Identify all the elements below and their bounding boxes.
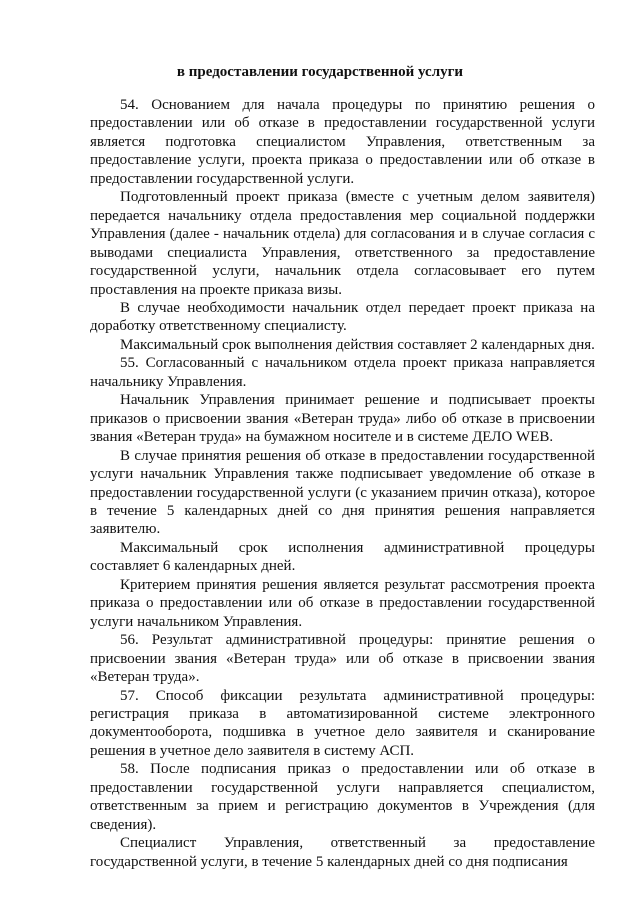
paragraph-58: 58. После подписания приказ о предоставлении или об отказе в предоставлении государственной услуги направляется специалистом, ответственным за прием и регистрацию документов в Учреждения (для сведения). — [90, 761, 595, 833]
paragraph-specialist: Специалист Управления, ответственный за предоставление государственной услуги, в течение 5 календарных дней со дня подписания — [90, 835, 595, 870]
paragraph-head-decision: Начальник Управления принимает решение и подписывает проекты приказов о присвоении звания «Ветеран труда» либо об отказе в присвоении звания «Ветеран труда» на бумажном носителе и в системе ДЕЛО WEB. — [90, 392, 595, 446]
paragraph-criterion: Критерием принятия решения является результат рассмотрения проекта приказа о предоставлении или об отказе в предоставлении государственной услуги начальником Управления. — [90, 576, 595, 630]
paragraph-revision: В случае необходимости начальник отдел передает проект приказа на доработку ответственному специалисту. — [90, 299, 595, 335]
section-heading: в предоставлении государственной услуги — [176, 64, 464, 80]
paragraph-max-term-2: Максимальный срок выполнения действия составляет 2 календарных дня. — [120, 336, 595, 353]
paragraph-55: 55. Согласованный с начальником отдела проект приказа направляется начальнику Управления. — [90, 355, 595, 390]
paragraph-refusal-notice: В случае принятия решения об отказе в предоставлении государственной услуги начальник Управления также подписывает уведомление об отказе в предоставлении государственной услуги (с указанием причин отказа), которое в течение 5 календарных дней со дня принятия решения направляется заявителю. — [90, 447, 595, 538]
paragraph-draft-order: Подготовленный проект приказа (вместе с учетным делом заявителя) передается начальнику отдела предоставления мер социальной поддержки Управления (далее - начальник отдела) для согласования и в случае согласия с выводами специалиста Управления, ответственного за предоставление государственной услуги, начальник отдела согласовывает его путем проставления на проекте приказа визы. — [90, 189, 595, 298]
paragraph-57: 57. Способ фиксации результата административной процедуры: регистрация приказа в автоматизированной системе электронного документооборота, подшивка в учетное дело заявителя и сканирование решения в учетное дело заявителя в систему АСП. — [90, 687, 595, 759]
document-body — [90, 96, 595, 871]
paragraph-max-term-6: Максимальный срок исполнения административной процедуры составляет 6 календарных дней. — [90, 539, 595, 575]
paragraph-56: 56. Результат административной процедуры: принятие решения о присвоении звания «Ветеран труда» или об отказе в присвоении звания «Ветеран труда». — [90, 632, 595, 686]
paragraph-54: 54. Основанием для начала процедуры по принятию решения о предоставлении или об отказе в предоставлении государственной услуги является подготовка специалистом Управления, ответственным за предоставление услуги, проекта приказа о предоставлении или об отказе в предоставлении государственной услуги. — [90, 97, 595, 187]
